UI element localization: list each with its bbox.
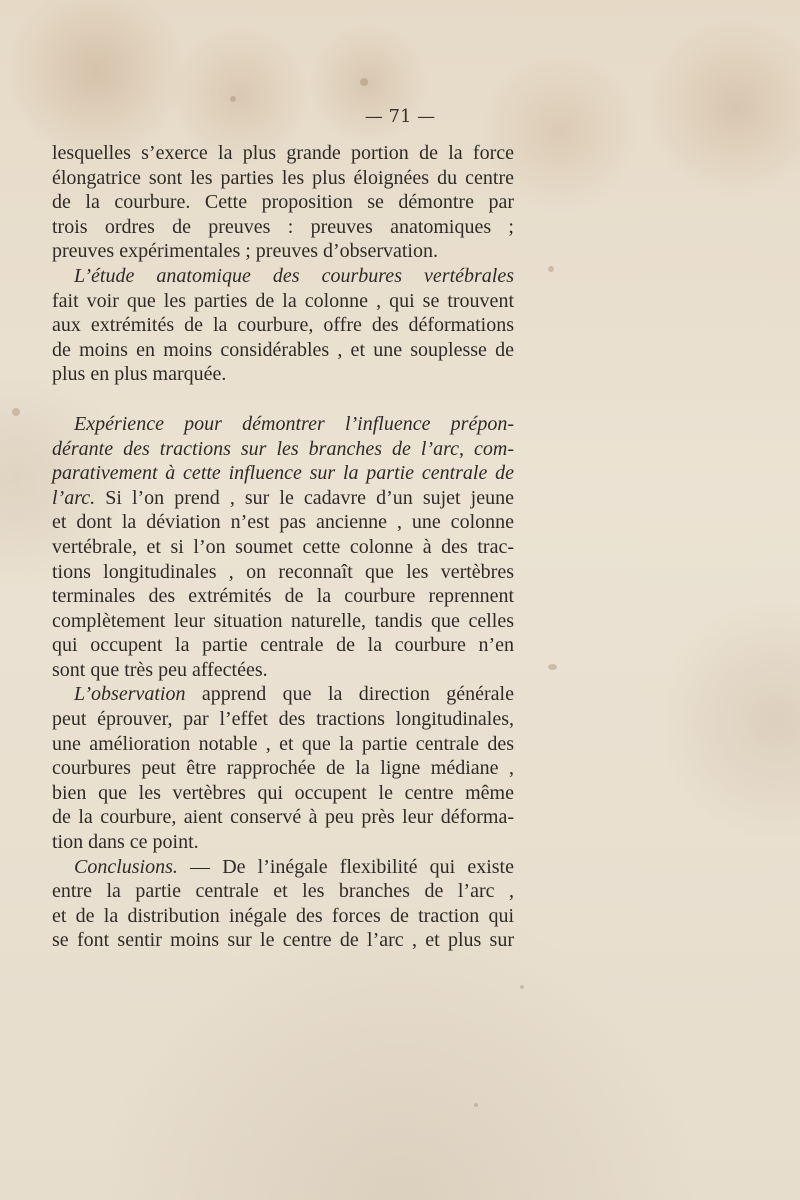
text-line — [52, 486, 514, 511]
text-line — [52, 756, 514, 781]
text-run: lesquelles s’exerce la plus grande portion de la force — [52, 142, 514, 164]
text-run: aux extrémités de la courbure, offre des déformations — [52, 314, 514, 337]
foxing-spot — [360, 78, 368, 86]
text-line — [52, 215, 514, 240]
text-run: sont que très peu affectées. — [52, 658, 268, 681]
text-line — [52, 658, 514, 683]
text-run: — De l’inégale flexibilité qui existe — [177, 855, 514, 878]
text-run: complètement leur situation naturelle, tandis que celles — [52, 609, 514, 632]
text-run: de moins en moins considérables , et une souplesse de — [52, 338, 514, 361]
text-line — [52, 535, 514, 560]
text-run: terminales des extrémités de la courbure reprennent — [52, 585, 514, 608]
text-run: et dont la déviation n’est pas ancienne , une colonne — [52, 511, 514, 534]
text-line — [52, 560, 514, 585]
text-run: une amélioration notable , et que la partie centrale des — [52, 732, 514, 755]
text-line — [52, 732, 514, 757]
text-line — [52, 362, 514, 387]
text-line — [52, 781, 514, 806]
text-run: trois ordres de preuves : preuves anatomiques ; — [52, 215, 514, 238]
text-line — [52, 855, 514, 880]
text-line — [52, 313, 514, 338]
text-line — [52, 879, 514, 904]
italic-phrase: parativement à cette influence sur la partie centrale de — [52, 462, 514, 485]
text-run: courbures peut être rapprochée de la ligne médiane , — [52, 757, 514, 780]
text-run: plus en plus marquée. — [52, 363, 227, 386]
text-run: entre la partie centrale et les branches de l’arc , — [52, 880, 514, 903]
text-run: vertébrale, et si l’on soumet cette colonne à des trac- — [52, 535, 514, 558]
text-line — [52, 510, 514, 535]
italic-phrase: dérante des tractions sur les branches de l’arc, com- — [52, 437, 514, 460]
text-line — [52, 437, 514, 462]
text-line — [52, 904, 514, 929]
text-run: apprend que la direction générale — [185, 683, 514, 706]
text-run: peut éprouver, par l’effet des tractions longitudinales, — [52, 708, 514, 731]
text-line — [52, 141, 514, 166]
text-run: élongatrice sont les parties les plus éloignées du centre — [52, 166, 514, 189]
text-line — [52, 805, 514, 830]
foxing-spot — [520, 985, 524, 989]
text-run: Si l’on prend , sur le cadavre d’un sujet jeune — [95, 486, 514, 509]
text-run: fait voir que les parties de la colonne , qui se trouvent — [52, 289, 514, 312]
text-line — [52, 239, 514, 264]
text-run: preuves expérimentales ; preuves d’observation. — [52, 240, 438, 263]
text-run: se font sentir moins sur le centre de l’arc , et plus sur — [52, 929, 514, 952]
text-line — [52, 190, 514, 215]
text-run: bien que les vertèbres qui occupent le centre même — [52, 781, 514, 804]
italic-phrase: Expérience pour démontrer l’influence prépon- — [74, 412, 514, 435]
foxing-spot — [548, 664, 557, 670]
foxing-spot — [474, 1103, 478, 1107]
text-line — [52, 166, 514, 191]
text-line — [52, 707, 514, 732]
text-run: qui occupent la partie centrale de la courbure n’en — [52, 634, 514, 657]
text-line — [52, 682, 514, 707]
text-line — [52, 264, 514, 289]
italic-phrase: l’arc. — [52, 486, 96, 509]
text-run: de la courbure, aient conservé à peu près leur déforma- — [52, 806, 514, 829]
italic-phrase: Conclusions. — [74, 855, 178, 878]
text-line — [52, 461, 514, 486]
foxing-spot — [12, 408, 20, 416]
italic-phrase: L’étude anatomique des courbures vertébrales — [74, 264, 514, 287]
text-line — [52, 289, 514, 314]
page-number: — 71 — — [364, 106, 436, 127]
text-line — [52, 928, 514, 953]
foxing-spot — [548, 266, 554, 272]
body-text — [52, 141, 514, 953]
text-run: de la courbure. Cette proposition se démontre par — [52, 191, 514, 214]
italic-phrase: L’observation — [74, 683, 186, 706]
text-line — [52, 338, 514, 363]
text-run: et de la distribution inégale des forces de traction qui — [52, 904, 514, 927]
text-line — [52, 584, 514, 609]
text-line — [52, 830, 514, 855]
foxing-spot — [230, 96, 236, 102]
text-line — [52, 609, 514, 634]
text-line — [52, 633, 514, 658]
text-run: tions longitudinales , on reconnaît que les vertèbres — [52, 560, 514, 583]
text-line — [52, 412, 514, 437]
text-run: tion dans ce point. — [52, 831, 199, 854]
